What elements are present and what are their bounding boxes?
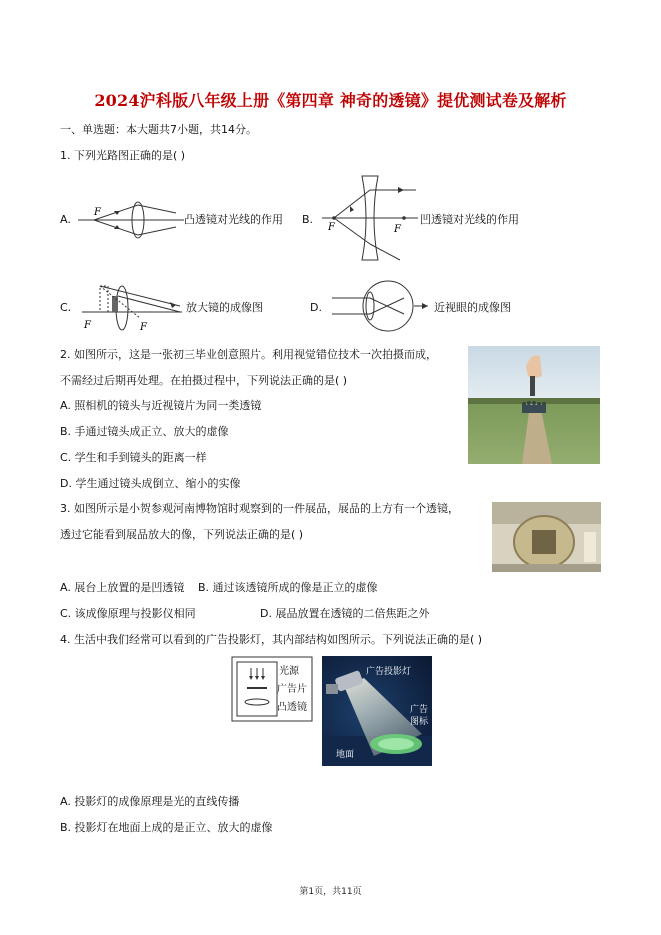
magnifier-diagram	[80, 278, 184, 334]
q1-option-c-label: C.	[60, 301, 72, 314]
q4-option-b: B. 投影灯在地面上成的是正立、放大的虚像	[60, 821, 273, 834]
q1-option-d-caption: 近视眼的成像图	[434, 301, 511, 314]
focal-label: F	[328, 222, 335, 233]
page-footer: 第1页，共11页	[299, 887, 362, 897]
graduation-photo	[468, 346, 600, 464]
q3-option-a: A. 展台上放置的是凹透镜	[60, 581, 185, 594]
q3-option-d: D. 展品放置在透镜的二倍焦距之外	[260, 607, 430, 620]
projector-structure-diagram	[231, 656, 313, 722]
projector-lamp-photo	[322, 656, 432, 766]
q1-option-b-label: B.	[302, 213, 314, 226]
label-convex-lens: 凸透镜	[277, 702, 307, 713]
focal-label: F	[94, 207, 101, 218]
q1-option-b-caption: 凹透镜对光线的作用	[420, 213, 519, 226]
q1-option-d-label: D.	[310, 301, 322, 314]
q3-stem-line1: 3. 如图所示是小贺参观河南博物馆时观察到的一件展品，展品的上方有一个透镜，	[60, 502, 459, 515]
label-ad-icon-line2: 图标	[410, 717, 429, 727]
label-light-source: 光源	[279, 666, 299, 677]
q2-option-c: C. 学生和手到镜头的距离一样	[60, 451, 207, 464]
concave-lens-diagram	[320, 172, 420, 262]
focal-label: F	[140, 322, 147, 333]
q1-stem: 1. 下列光路图正确的是( )	[60, 149, 186, 162]
section-heading: 一、单选题：本大题共7小题，共14分。	[60, 123, 257, 136]
q1-option-a-caption: 凸透镜对光线的作用	[184, 213, 283, 226]
q2-option-d: D. 学生通过镜头成倒立、缩小的实像	[60, 477, 241, 490]
label-ground: 地面	[336, 750, 355, 760]
q2-stem-line1: 2. 如图所示，这是一张初三毕业创意照片。利用视觉错位技术一次拍摄而成，	[60, 348, 437, 361]
q3-stem-line2: 透过它能看到展品放大的像，下列说法正确的是( )	[60, 528, 304, 541]
q2-option-b: B. 手通过镜头成正立、放大的虚像	[60, 425, 229, 438]
q3-option-b: B. 通过该透镜所成的像是正立的虚像	[198, 581, 378, 594]
convex-lens-diagram	[76, 197, 186, 243]
label-ad-projector-lamp: 广告投影灯	[366, 667, 412, 677]
label-ad-film: 广告片	[277, 684, 307, 695]
q2-stem-line2: 不需经过后期再处理。在拍摄过程中，下列说法正确的是( )	[60, 374, 348, 387]
focal-label: F	[394, 224, 401, 235]
q4-stem: 4. 生活中我们经常可以看到的广告投影灯，其内部结构如图所示。下列说法正确的是( )	[60, 633, 483, 646]
q1-option-a-label: A.	[60, 213, 71, 226]
label-ad-icon-line1: 广告	[410, 705, 429, 715]
museum-exhibit-photo	[492, 502, 601, 572]
page-title: 2024沪科版八年级上册《第四章 神奇的透镜》提优测试卷及解析	[94, 91, 567, 110]
q2-option-a: A. 照相机的镜头与近视镜片为同一类透镜	[60, 399, 262, 412]
q3-option-c: C. 该成像原理与投影仪相同	[60, 607, 196, 620]
q1-option-c-caption: 放大镜的成像图	[186, 301, 263, 314]
q4-option-a: A. 投影灯的成像原理是光的直线传播	[60, 795, 240, 808]
focal-label: F	[84, 320, 91, 331]
eye-diagram	[330, 278, 430, 334]
